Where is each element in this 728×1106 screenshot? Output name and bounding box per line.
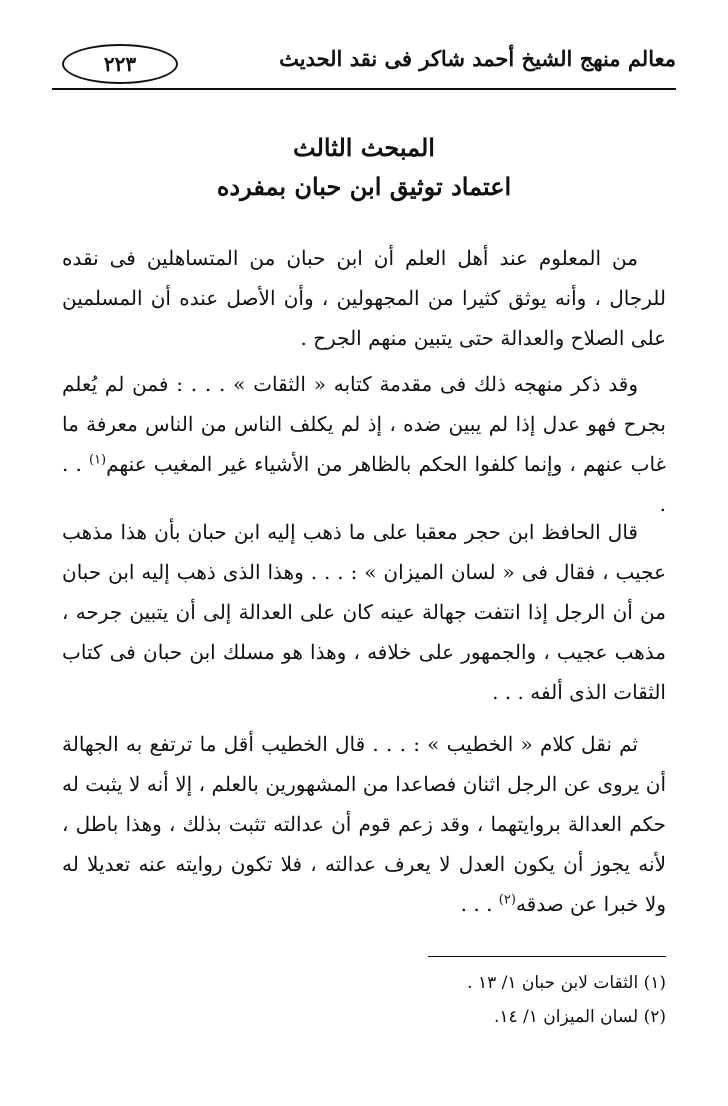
footnote-ref-2: (٢) bbox=[498, 892, 516, 908]
running-header bbox=[52, 38, 676, 90]
footnotes bbox=[62, 966, 666, 1034]
paragraph-4-text: ثم نقل كلام « الخطيب » : . . . قال الخطيب أقل ما ترتفع به الجهالة أن يروى عن الرجل اثنان فصاعدا من المشهورين بالعلم ، إلا أنه لا يثبت له حكم العدالة بروايتهما ، وقد زعم قوم أن عدالته تثبت بذلك ، وهذا باطل ، لأنه يجوز أن يكون العدل لا يعرف عدالته ، فلا تكون روايته عنه تعديلا له ولا خبرا عن صدقه bbox=[62, 732, 666, 916]
paragraph-3: قال الحافظ ابن حجر معقبا على ما ذهب إليه ابن حبان بأن هذا مذهب عجيب ، فقال فى « لسان الميزان » : . . . وهذا الذى ذهب إليه ابن حبان من أن الرجل إذا انتفت جهالة عينه كان على العدالة إلى أن يتبين جرحه ، مذهب عجيب ، والجمهور على خلافه ، وهذا هو مسلك ابن حبان فى كتاب الثقات الذى ألفه . . . bbox=[62, 520, 666, 704]
paragraph-2 bbox=[62, 364, 666, 524]
footnote-divider bbox=[428, 956, 666, 957]
paragraph-1: من المعلوم عند أهل العلم أن ابن حبان من المتساهلين فى نقده للرجال ، وأنه يوثق كثيرا من المجهولين ، وأن الأصل عنده أن المسلمين على الصلاح والعدالة حتى يتبين منهم الجرح . bbox=[62, 246, 666, 350]
chapter-title: اعتماد توثيق ابن حبان بمفرده bbox=[216, 172, 512, 201]
footnote-ref-1: (١) bbox=[88, 452, 107, 468]
page-number-oval bbox=[62, 44, 178, 84]
paragraph-4 bbox=[62, 724, 666, 924]
paragraph-4-tail: . . . bbox=[460, 892, 499, 916]
footnote-2: (٢) لسان الميزان ١/ ١٤. bbox=[493, 1007, 666, 1027]
running-title: معالم منهج الشيخ أحمد شاكر فى نقد الحديث bbox=[279, 46, 676, 71]
section-heading: المبحث الثالث bbox=[293, 133, 435, 162]
paragraph-2-tail: . . . bbox=[62, 452, 666, 516]
footnote-1: (١) الثقات لابن حبان ١/ ١٣ . bbox=[467, 973, 666, 993]
paragraph-2-text: وقد ذكر منهجه ذلك فى مقدمة كتابه « الثقات » . . . : فمن لم يُعلم بجرح فهو عدل إذا لم يبين ضده ، إذ لم يكلف الناس من الناس معرفة ما غاب عنهم ، وإنما كلفوا الحكم بالظاهر من الأشياء غير المغيب عنهم bbox=[62, 372, 666, 476]
page-number: ٢٢٣ bbox=[103, 52, 137, 76]
